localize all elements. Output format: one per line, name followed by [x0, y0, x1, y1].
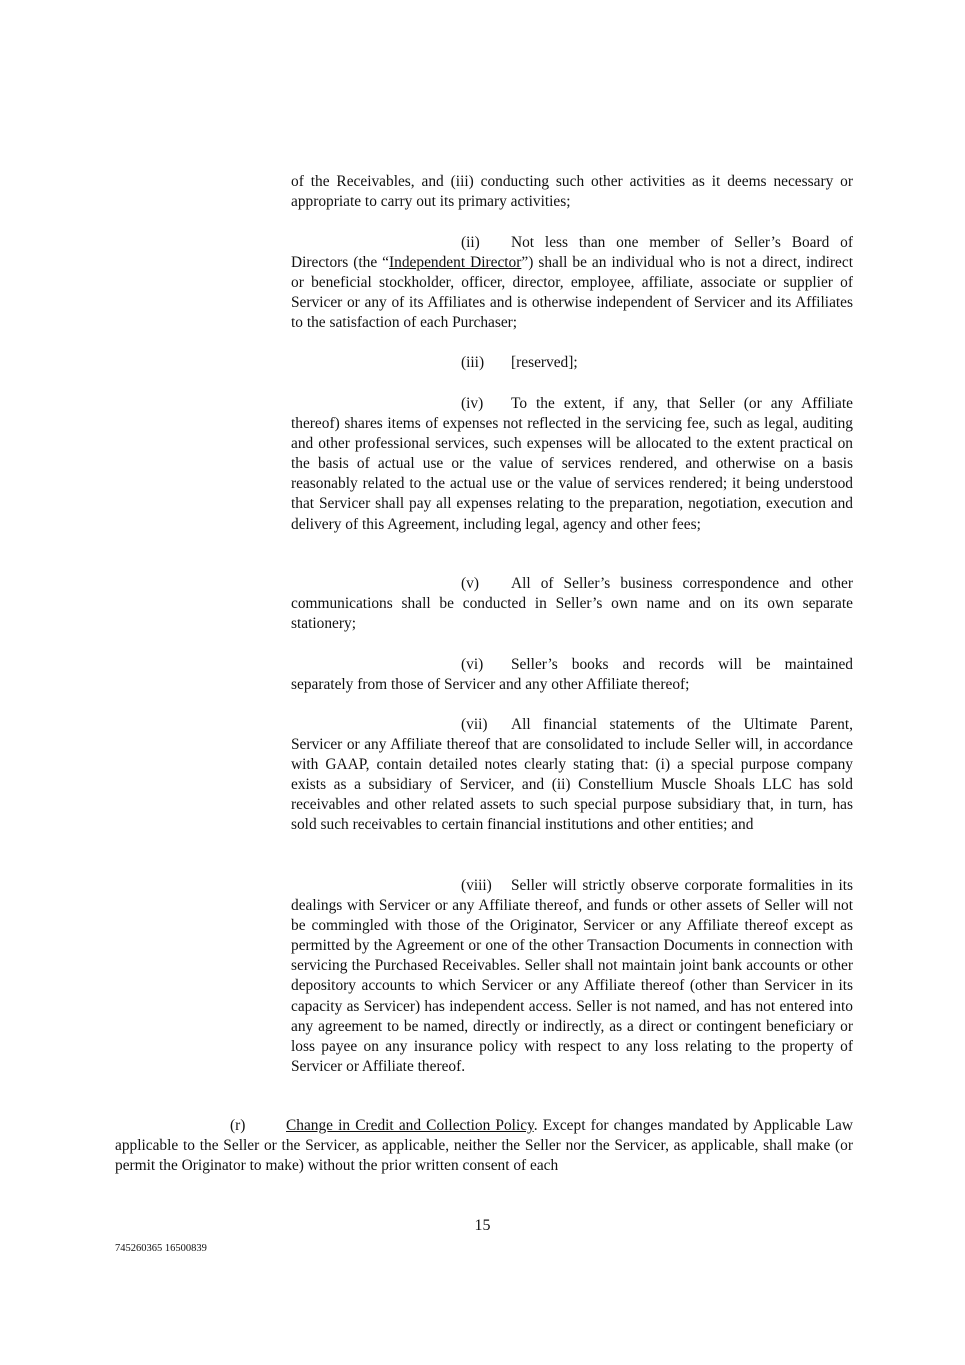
clause-iv — [291, 394, 853, 535]
clause-iii-text: [reserved]; — [511, 354, 578, 371]
clause-iv-number: (iv) — [461, 395, 484, 412]
document-id: 745260365 16500839 — [115, 1243, 207, 1254]
clause-vi-number: (vi) — [461, 656, 484, 673]
clause-ii-text-pre: Not less than one member of Seller’s Board of Directors (the “ — [291, 234, 853, 272]
section-r — [115, 1116, 853, 1176]
clause-iv-text: To the extent, if any, that Seller (or any Affiliate thereof) shares items of expenses not reflected in the servicing fee, such as legal, auditing and other professional services, such expenses will be allocated to the extent practical on the basis of actual use or the value of services rendered, and otherwise on a basis reasonably related to the actual use or the value of services rendered; it being understood that Servicer shall pay all expenses relating to the preparation, negotiation, execution and delivery of this Agreement, including legal, agency and other fees; — [291, 395, 853, 533]
clause-ii-text-post: ”) shall be an individual who is not a direct, indirect or beneficial stockholder, officer, director, employee, affiliate, associate or supplier of Servicer or any of its Affiliates and is otherwise independent of Servicer and its Affiliates to the satisfaction of each Purchaser; — [291, 254, 853, 332]
page-number: 15 — [474, 1217, 491, 1234]
clause-viii — [291, 876, 853, 1077]
clause-v — [291, 574, 853, 634]
clause-v-number: (v) — [461, 575, 479, 592]
section-r-heading: Change in Credit and Collection Policy — [286, 1117, 534, 1134]
clause-v-text: All of Seller’s business correspondence and other communications shall be conducted in Seller’s own name and on its own separate stationery; — [291, 575, 853, 633]
clause-iii — [291, 353, 853, 373]
intro-paragraph: of the Receivables, and (iii) conducting such other activities as it deems necessary or appropriate to carry out its primary activities; — [291, 173, 853, 211]
clause-vii-number: (vii) — [461, 716, 488, 733]
clause-ii — [291, 233, 853, 333]
clause-vi — [291, 655, 853, 695]
section-r-number: (r) — [230, 1117, 246, 1134]
section-r-text: . Except for changes mandated by Applicable Law applicable to the Seller or the Servicer, as applicable, neither the Seller nor the Servicer, as applicable, shall make (or permit the Originator to make) without the prior written consent of each — [115, 1117, 853, 1175]
independent-director-term: Independent Director — [389, 254, 522, 272]
clause-ii-number: (ii) — [461, 234, 480, 251]
clause-iii-number: (iii) — [461, 354, 485, 371]
clause-vii-text: All financial statements of the Ultimate Parent, Servicer or any Affiliate thereof that are consolidated to include Seller will, in accordance with GAAP, contain detailed notes clearly stating that: (i) a special purpose company exists as a subsidiary of Servicer, and (ii) Constellium Muscle Shoals LLC has sold receivables and other related assets to such special purpose subsidiary that, in turn, has sold such receivables to certain financial institutions and other entities; and — [291, 716, 853, 834]
clause-viii-text: Seller will strictly observe corporate formalities in its dealings with Servicer or any Affiliate thereof, and funds or other assets of Seller will not be commingled with those of the Originator, Servicer or any Affiliate thereof except as permitted by the Agreement or one of the other Transaction Documents in connection with servicing the Purchased Receivables. Seller shall not maintain joint bank accounts or other depository accounts to which Servicer or any Affiliate thereof (other than Servicer in its capacity as Servicer) has independent access. Seller is not named, and has not entered into any agreement to be named, directly or indirectly, as a direct or contingent beneficiary or loss payee on any insurance policy with respect to any loss relating to the property of Servicer or Affiliate thereof. — [291, 877, 853, 1075]
clause-vi-text: Seller’s books and records will be maintained separately from those of Servicer and any other Affiliate thereof; — [291, 656, 853, 694]
clause-vii — [291, 715, 853, 836]
clause-viii-number: (viii) — [461, 877, 492, 894]
